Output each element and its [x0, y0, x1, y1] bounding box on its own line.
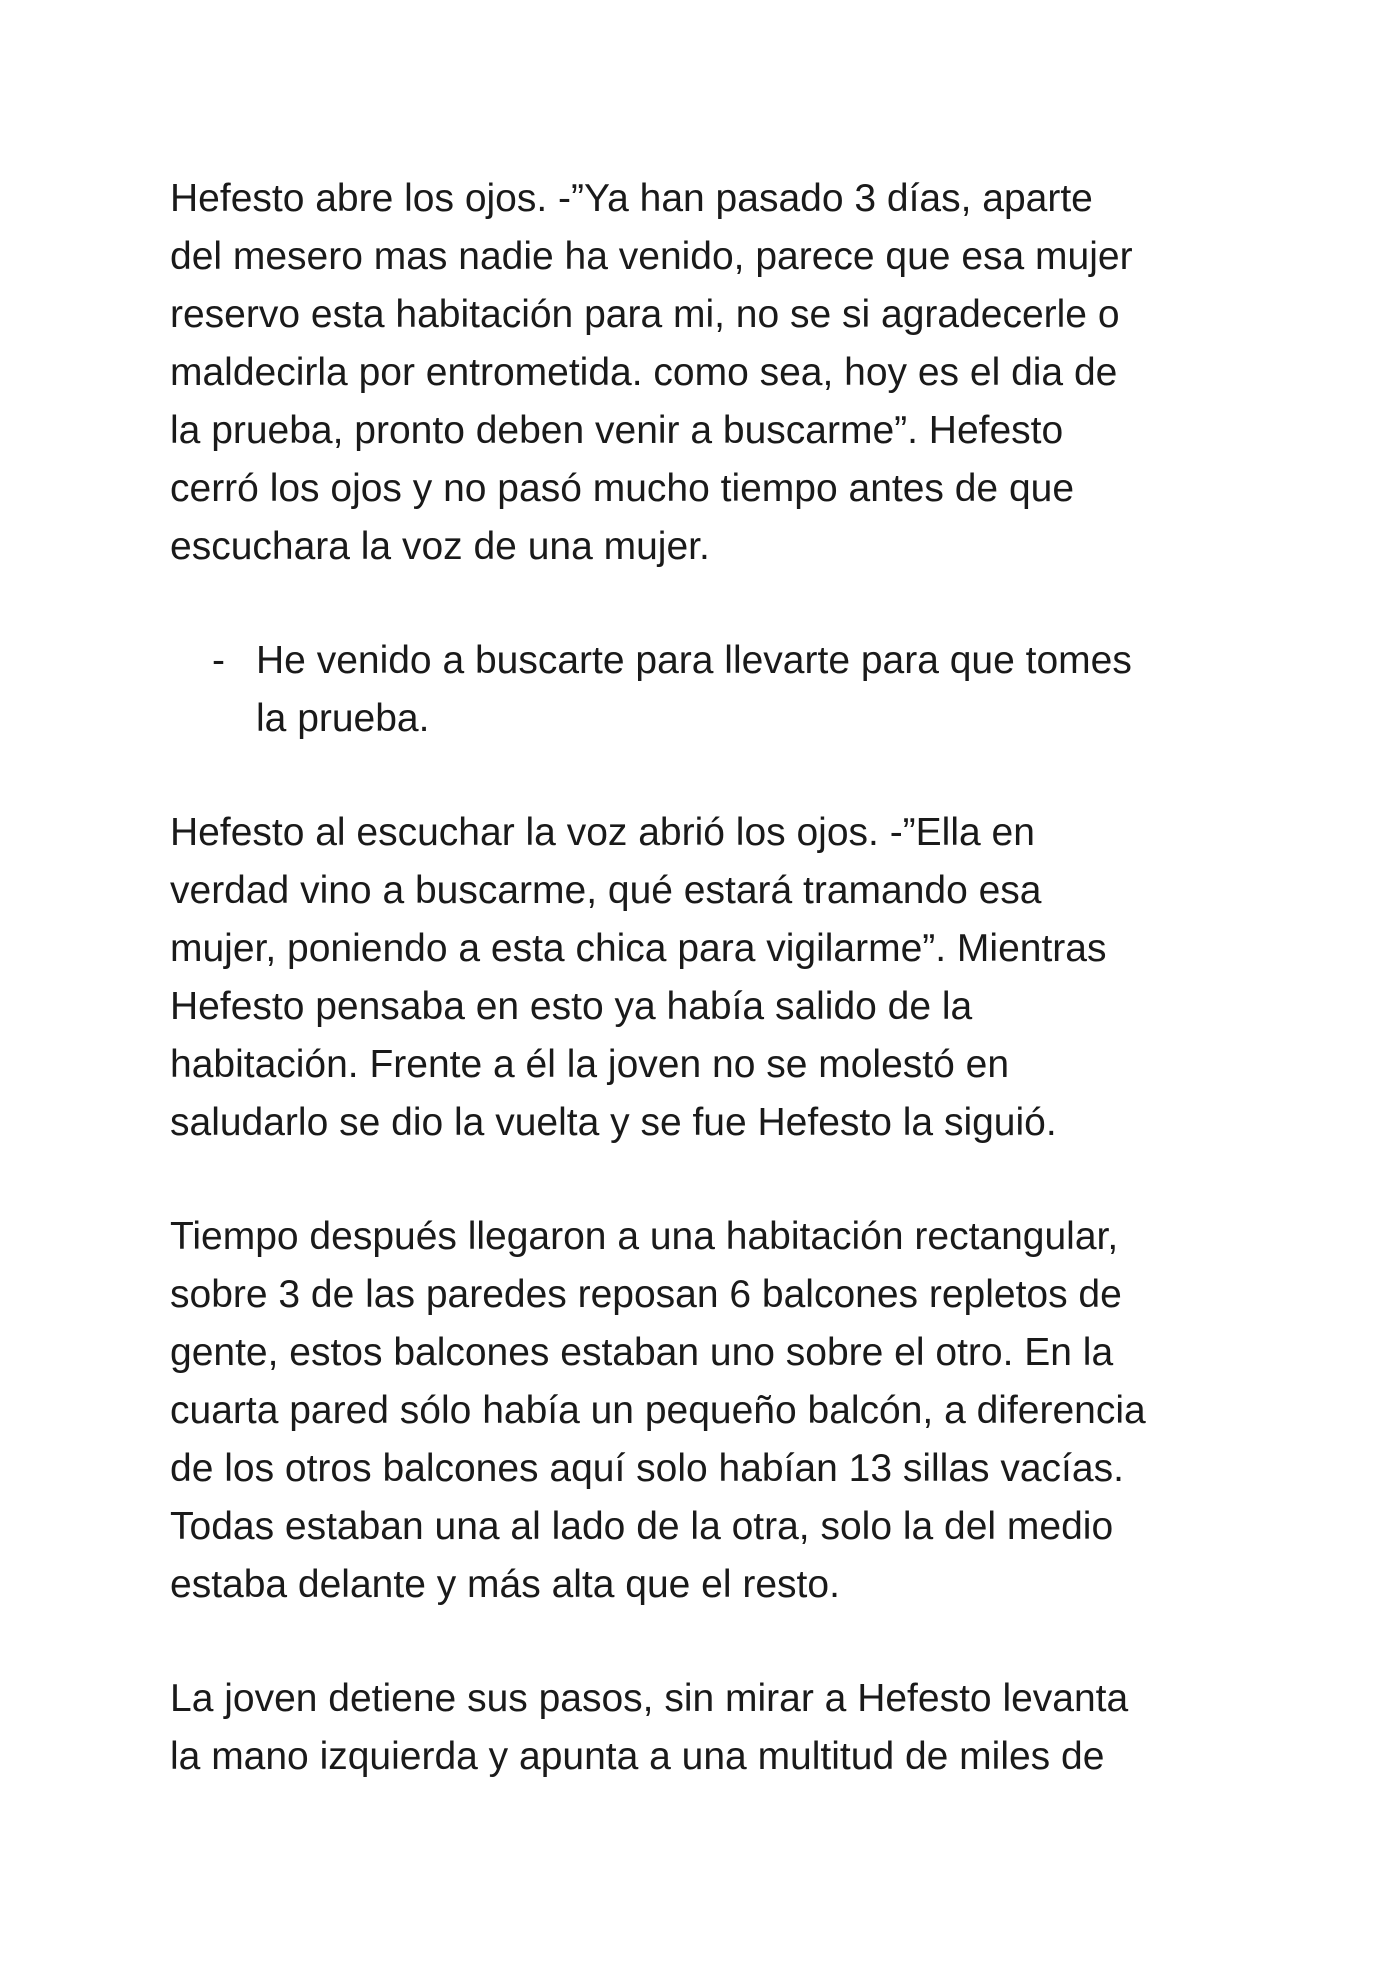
paragraph-gap: [170, 576, 1250, 632]
text-line: Todas estaban una al lado de la otra, solo la del medio: [170, 1505, 1114, 1548]
text-line: cerró los ojos y no pasó mucho tiempo antes de que: [170, 467, 1075, 510]
text-line: escuchara la voz de una mujer.: [170, 525, 710, 568]
text-line: Hefesto pensaba en esto ya había salido de la: [170, 985, 973, 1028]
paragraph-4: [170, 1670, 1250, 1786]
text-line: de los otros balcones aquí solo habían 13 sillas vacías.: [170, 1447, 1124, 1490]
text-line: Tiempo después llegaron a una habitación rectangular,: [170, 1215, 1119, 1258]
paragraph-1: [170, 170, 1250, 576]
text-line: La joven detiene sus pasos, sin mirar a Hefesto levanta: [170, 1677, 1129, 1720]
document-body: [170, 170, 1250, 1786]
text-line: He venido a buscarte para llevarte para que tomes: [256, 639, 1132, 682]
paragraph-gap: [170, 1152, 1250, 1208]
text-line: estaba delante y más alta que el resto.: [170, 1563, 840, 1606]
text-line: reservo esta habitación para mi, no se si agradecerle o: [170, 293, 1120, 336]
dialogue-item: [170, 632, 1250, 748]
text-line: la prueba, pronto deben venir a buscarme”. Hefesto: [170, 409, 1064, 452]
paragraph-3: [170, 1208, 1250, 1614]
dialogue-dash: -: [212, 639, 225, 682]
paragraph-gap: [170, 1614, 1250, 1670]
text-line: Hefesto al escuchar la voz abrió los ojos. -”Ella en: [170, 811, 1035, 854]
text-line: verdad vino a buscarme, qué estará tramando esa: [170, 869, 1042, 912]
text-line: la mano izquierda y apunta a una multitud de miles de: [170, 1735, 1105, 1778]
text-line: mujer, poniendo a esta chica para vigilarme”. Mientras: [170, 927, 1107, 970]
text-line: cuarta pared sólo había un pequeño balcón, a diferencia: [170, 1389, 1146, 1432]
text-line: habitación. Frente a él la joven no se molestó en: [170, 1043, 1010, 1086]
text-line: maldecirla por entrometida. como sea, hoy es el dia de: [170, 351, 1118, 394]
text-line: la prueba.: [256, 697, 430, 740]
text-line: saludarlo se dio la vuelta y se fue Hefesto la siguió.: [170, 1101, 1057, 1144]
paragraph-gap: [170, 748, 1250, 804]
text-line: Hefesto abre los ojos. -”Ya han pasado 3 días, aparte: [170, 177, 1093, 220]
text-line: gente, estos balcones estaban uno sobre el otro. En la: [170, 1331, 1114, 1374]
text-line: del mesero mas nadie ha venido, parece que esa mujer: [170, 235, 1133, 278]
paragraph-2: [170, 804, 1250, 1152]
text-line: sobre 3 de las paredes reposan 6 balcones repletos de: [170, 1273, 1122, 1316]
